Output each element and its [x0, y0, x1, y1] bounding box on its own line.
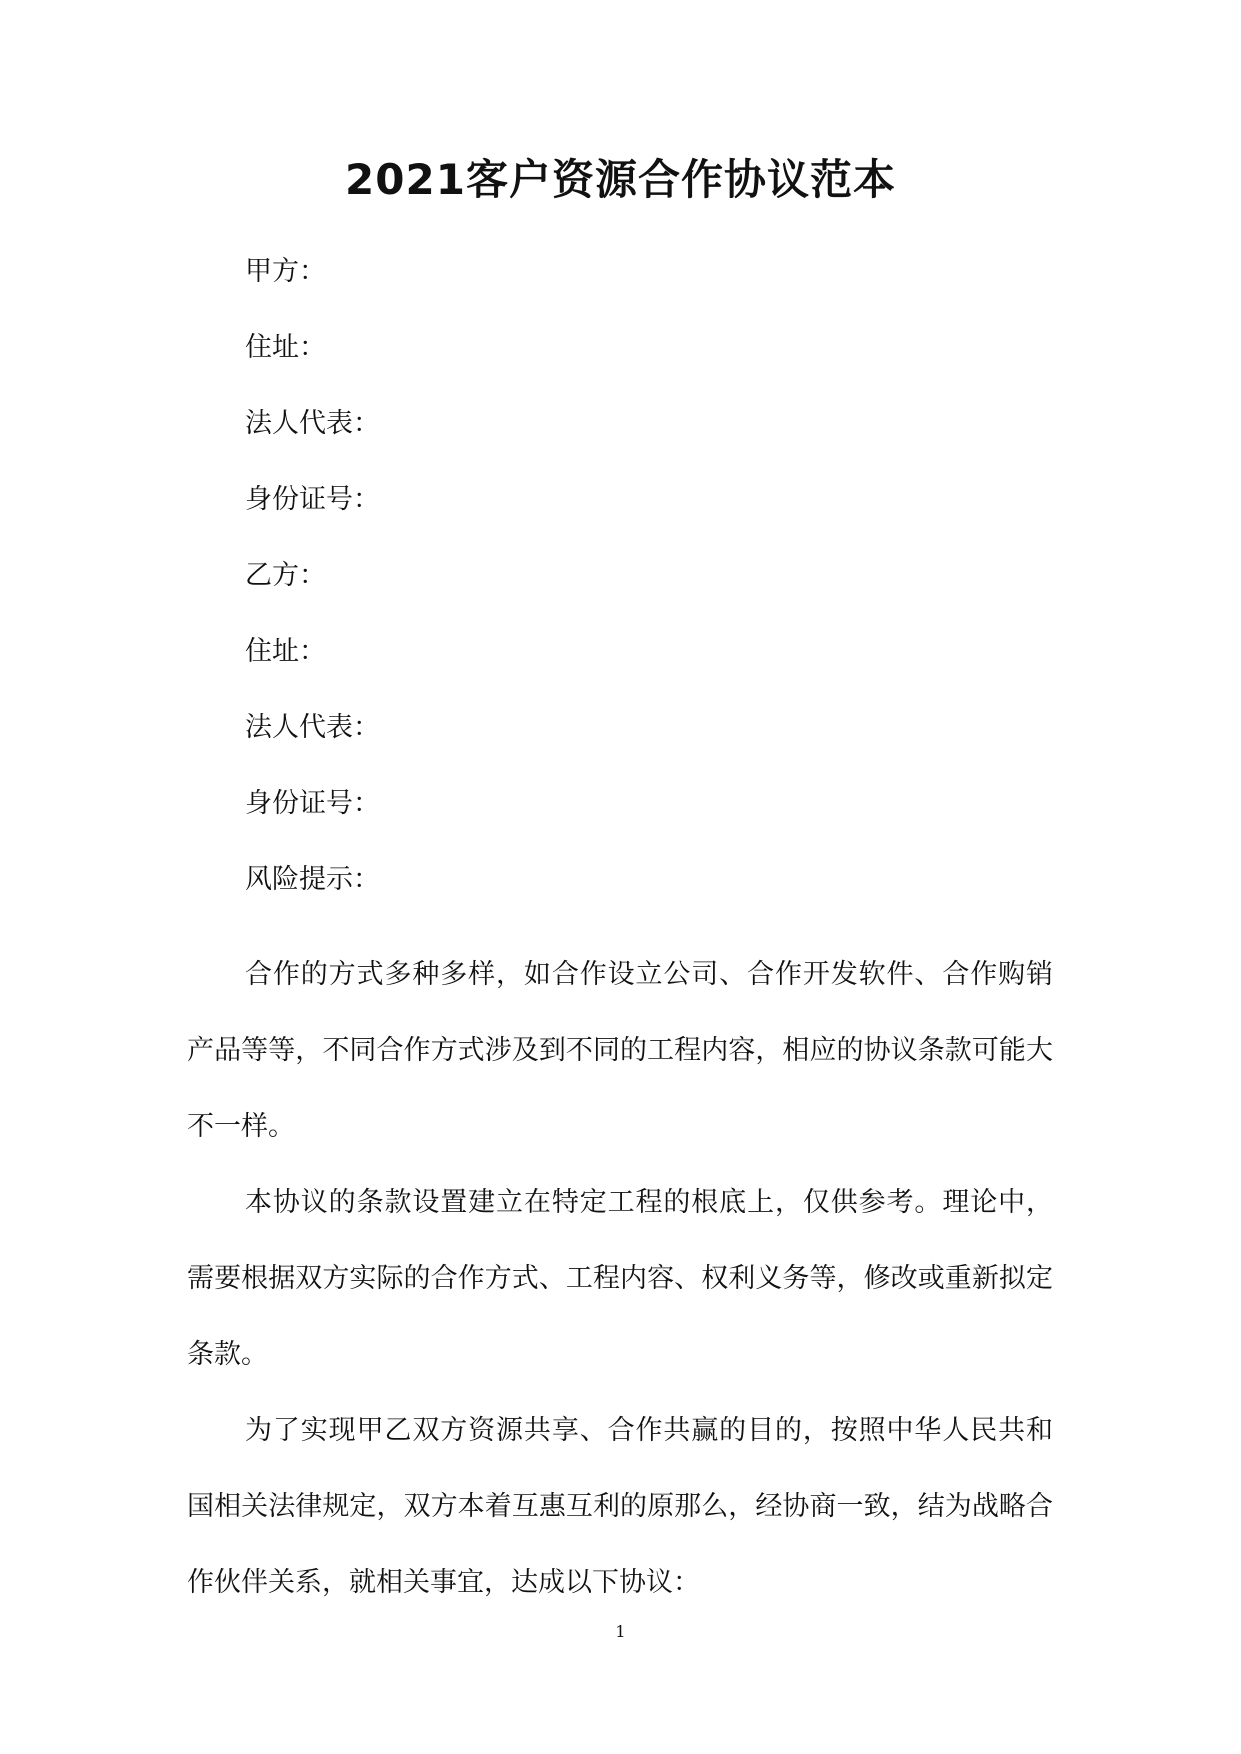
risk-notice-label: 风险提示：: [245, 864, 380, 895]
party-a-id-number-label: 身份证号：: [245, 484, 380, 515]
party-b-legal-rep-label: 法人代表：: [245, 712, 380, 743]
party-a-legal-rep-label: 法人代表：: [245, 408, 380, 439]
paragraph-agreement-purpose: 为了实现甲乙双方资源共享、合作共赢的目的，按照中华人民共和国相关法律规定，双方本着互惠互利的原那么，经协商一致，结为战略合作伙伴关系，就相关事宜，达成以下协议：: [187, 1415, 1053, 1598]
party-a-address-label: 住址：: [245, 332, 326, 363]
document-title: 2021客户资源合作协议范本: [345, 155, 896, 204]
page-number: 1: [615, 1622, 626, 1641]
party-b-id-number-label: 身份证号：: [245, 788, 380, 819]
party-a-label: 甲方：: [245, 256, 326, 287]
party-b-label: 乙方：: [245, 560, 326, 591]
paragraph-reference-only: 本协议的条款设置建立在特定工程的根底上，仅供参考。理论中，需要根据双方实际的合作方式、工程内容、权利义务等，修改或重新拟定条款。: [187, 1187, 1053, 1370]
paragraph-cooperation-methods: 合作的方式多种多样，如合作设立公司、合作开发软件、合作购销产品等等，不同合作方式涉及到不同的工程内容，相应的协议条款可能大不一样。: [187, 959, 1053, 1142]
document-body: [187, 253, 1053, 1621]
party-b-address-label: 住址：: [245, 636, 326, 667]
